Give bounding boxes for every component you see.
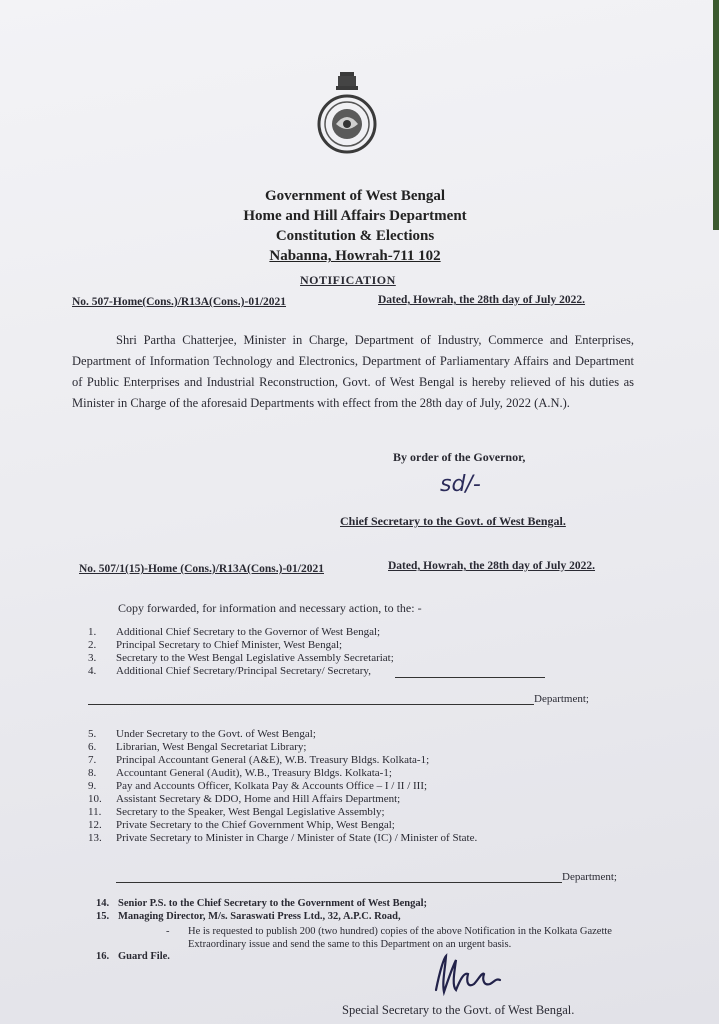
recipient-list-b xyxy=(88,728,668,845)
list-item: 2. Principal Secretary to Chief Minister, West Bengal; xyxy=(88,639,343,651)
list-item: 14. Senior P.S. to the Chief Secretary to the Government of West Bengal; xyxy=(96,898,428,909)
list-item: 6. Librarian, West Bengal Secretariat Library; xyxy=(88,741,307,753)
notification-title: NOTIFICATION xyxy=(300,273,396,287)
list-item: 11. Secretary to the Speaker, West Bengal Legislative Assembly; xyxy=(88,806,385,818)
list-item: 3. Secretary to the West Bengal Legislative Assembly Secretariat; xyxy=(88,652,394,664)
department-blank-row: Department; xyxy=(116,871,617,883)
section-heading: Constitution & Elections xyxy=(275,228,435,244)
special-secretary-signatory: Special Secretary to the Govt. of West Bengal. xyxy=(342,1003,575,1017)
list-item: 12. Private Secretary to the Chief Government Whip, West Bengal; xyxy=(88,819,395,831)
department-heading: Home and Hill Affairs Department xyxy=(243,208,467,224)
address-heading: Nabanna, Howrah-711 102 xyxy=(269,248,441,264)
signature-icon xyxy=(430,950,510,1000)
list-item: 9. Pay and Accounts Officer, Kolkata Pay & Accounts Office – I / II / III; xyxy=(88,780,428,792)
copy-forward-intro: Copy forwarded, for information and necessary action, to the: - xyxy=(118,601,422,615)
signed-mark: sd/- xyxy=(440,472,481,497)
note-text: He is requested to publish 200 (two hundred) copies of the above Notification in the Kolkata Gazette Extraordinary issue and send the same to this Department on an urgent basis. xyxy=(188,926,612,950)
order-line: By order of the Governor, xyxy=(393,450,526,464)
publication-note xyxy=(166,925,658,951)
list-item: 10. Assistant Secretary & DDO, Home and Hill Affairs Department; xyxy=(88,793,401,805)
list-item: 1. Additional Chief Secretary to the Governor of West Bengal; xyxy=(88,626,381,638)
copy-reference-date: Dated, Howrah, the 28th day of July 2022. xyxy=(388,560,596,572)
govt-heading: Government of West Bengal xyxy=(264,188,446,204)
notification-body: Shri Partha Chatterjee, Minister in Charge, Department of Industry, Commerce and Enterprises, Department of Information Technology and Electronics, Department of Parliamentary Affairs and Department of Public Enterprises and Industrial Reconstruction, Govt. of West Bengal is hereby relieved of his duties as Minister in Charge of the aforesaid Departments with effect from the 28th day of July, 2022 (A.N.). xyxy=(72,333,634,410)
recipient-list-c xyxy=(96,897,656,923)
blank-line xyxy=(116,872,562,883)
list-item: 13. Private Secretary to Minister in Charge / Minister of State (IC) / Minister of State. xyxy=(88,832,478,844)
list-item: 5. Under Secretary to the Govt. of West Bengal; xyxy=(88,728,316,740)
list-item: 15. Managing Director, M/s. Saraswati Press Ltd., 32, A.P.C. Road, xyxy=(96,911,401,922)
copy-reference-number: No. 507/1(15)-Home (Cons.)/R13A(Cons.)-01/2021 xyxy=(79,563,324,575)
note-dash: - xyxy=(166,926,170,937)
department-blank-row: Department; xyxy=(88,693,589,705)
blank-line xyxy=(88,694,534,705)
list-item: 7. Principal Accountant General (A&E), W.B. Treasury Bldgs. Kolkata-1; xyxy=(88,754,430,766)
blank-line xyxy=(395,667,545,678)
background-edge xyxy=(713,0,719,230)
reference-number: No. 507-Home(Cons.)/R13A(Cons.)-01/2021 xyxy=(72,296,287,308)
guard-file-item: 16. Guard File. xyxy=(96,951,170,962)
list-item: 4. Additional Chief Secretary/Principal Secretary/ Secretary, xyxy=(88,665,668,678)
chief-secretary-signatory: Chief Secretary to the Govt. of West Bengal. xyxy=(340,514,566,528)
list-item: 8. Accountant General (Audit), W.B., Treasury Bldgs. Kolkata-1; xyxy=(88,767,392,779)
reference-date: Dated, Howrah, the 28th day of July 2022. xyxy=(378,294,586,306)
state-emblem-icon xyxy=(316,72,378,156)
recipient-list-a xyxy=(88,626,668,678)
